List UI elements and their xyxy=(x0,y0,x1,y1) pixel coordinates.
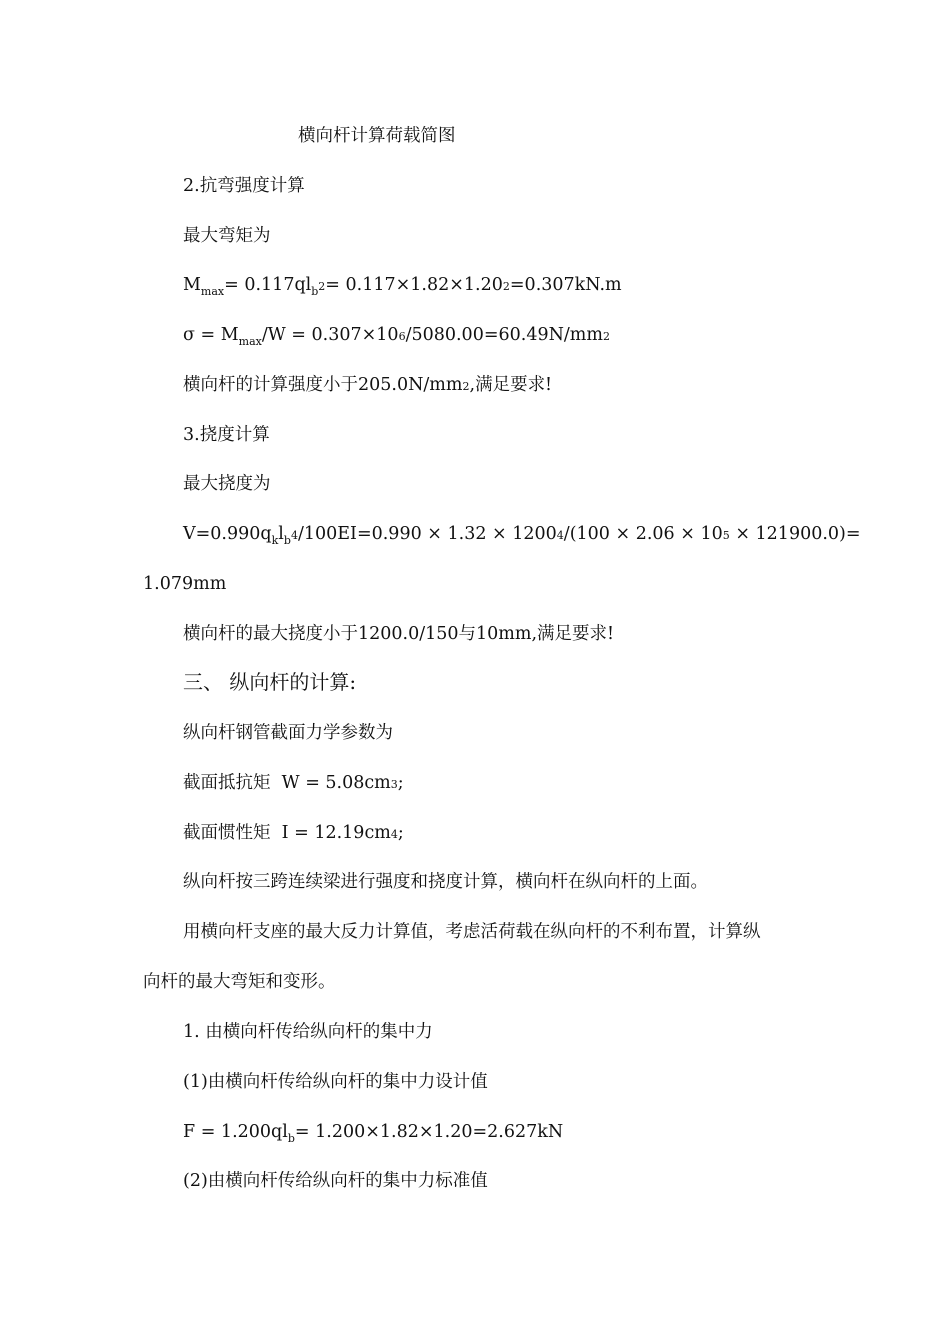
paragraph-line-2: 向杆的最大弯矩和变形。 xyxy=(143,972,336,992)
subsection-1a-title: (1)由横向杆传给纵向杆的集中力设计值 xyxy=(183,1072,488,1092)
paragraph-line-1: 用横向杆支座的最大反力计算值，考虑活荷载在纵向杆的不利布置，计算纵 xyxy=(183,922,761,942)
max-deflection-intro: 最大挠度为 xyxy=(183,474,271,494)
section-title-bending: 2.抗弯强度计算 xyxy=(183,176,305,196)
deflection-rhs: 0.990 × 1.32 × 12004/(100 × 2.06 × 105 × 121900.0) xyxy=(371,524,846,544)
formula-mmax: $M_{max}= 0.117ql_b2= 0.117\times 1.82\times 1.202=0.307kN.m$ xyxy=(183,275,622,298)
figure-caption: 横向杆计算荷载简图 xyxy=(298,126,456,146)
subsection-1-title: 1. 由横向杆传给纵向杆的集中力 xyxy=(183,1022,433,1042)
part3-heading: 三、 纵向杆的计算: xyxy=(183,670,357,694)
params-title: 纵向杆钢管截面力学参数为 xyxy=(183,723,393,743)
max-moment-intro: 最大弯矩为 xyxy=(183,226,271,246)
deflection-conclusion: 横向杆的最大挠度小于1200.0/150与10mm,满足要求! xyxy=(183,624,615,644)
subsection-1b-title: (2)由横向杆传给纵向杆的集中力标准值 xyxy=(183,1171,488,1191)
deflection-lhs: $V=0.990q_kl_b4/100EI$ xyxy=(183,524,357,547)
section-modulus: 截面抵抗矩 W = 5.08cm3; xyxy=(183,773,404,793)
strength-conclusion: 横向杆的计算强度小于205.0N/mm2,满足要求! xyxy=(183,375,553,395)
formula-sigma: $\sigma = M_{max}/W = 0.307\times 106/5080.00=60.49N/mm2$ xyxy=(183,325,610,348)
equals-sign: = xyxy=(845,524,861,544)
formula-f: $F = 1.200ql_b= 1.200\times 1.82\times 1.20=2.627kN$ xyxy=(183,1122,564,1145)
calc-description: 纵向杆按三跨连续梁进行强度和挠度计算，横向杆在纵向杆的上面。 xyxy=(183,872,708,892)
moment-of-inertia: 截面惯性矩 I = 12.19cm4; xyxy=(183,823,404,843)
formula-deflection xyxy=(183,522,861,547)
section-title-deflection: 3.挠度计算 xyxy=(183,425,270,445)
deflection-result: 1.079mm xyxy=(143,574,227,594)
equals-sign: = xyxy=(356,524,372,544)
